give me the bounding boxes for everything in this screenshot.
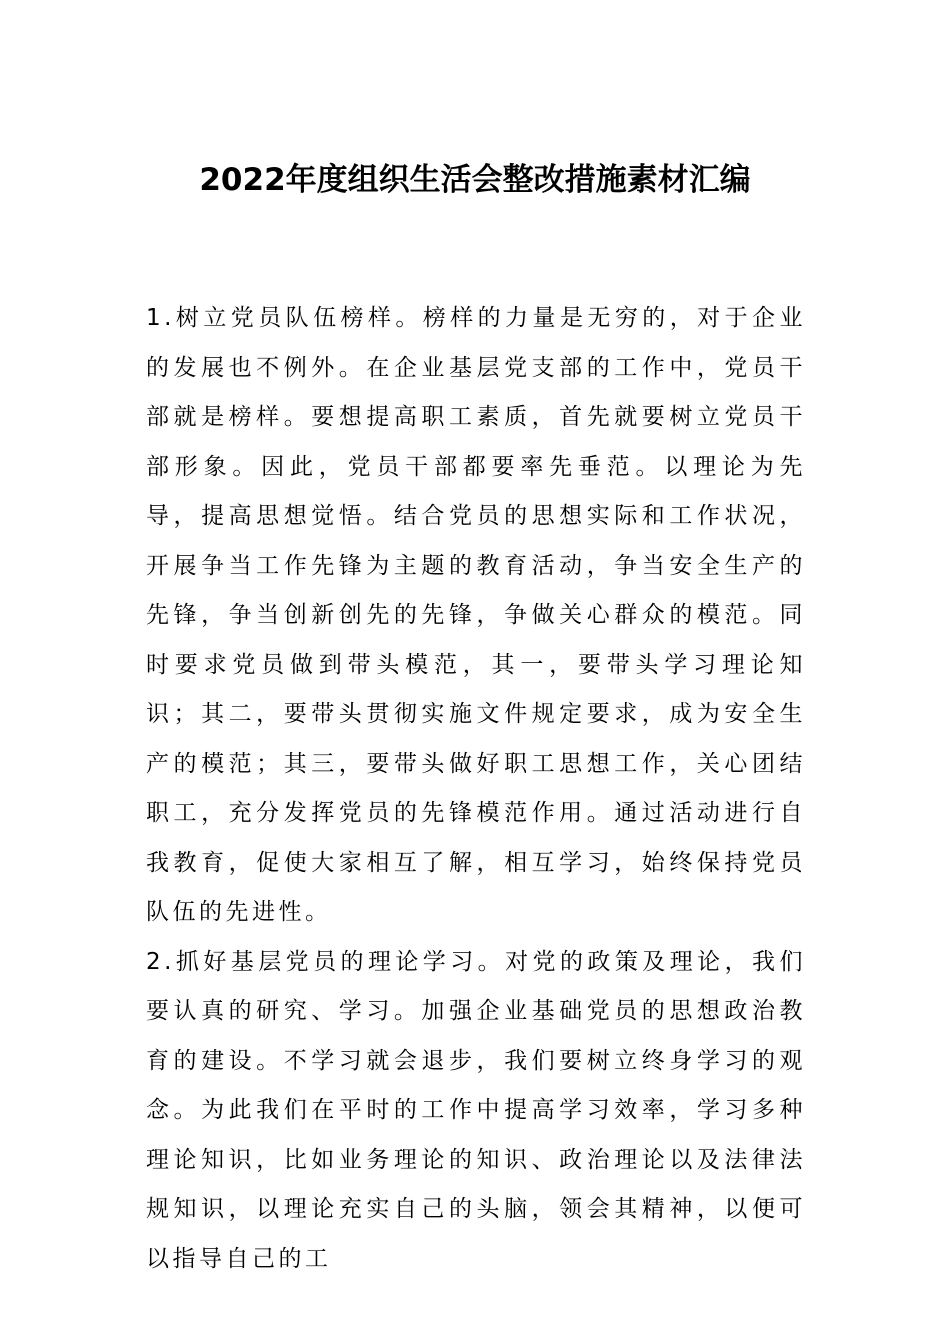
document-body bbox=[146, 294, 806, 1284]
document-title: 2022年度组织生活会整改措施素材汇编 bbox=[199, 162, 751, 198]
paragraph-1: 1.树立党员队伍榜样。榜样的力量是无穷的，对于企业的发展也不例外。在企业基层党支部的工作中，党员干部就是榜样。要想提高职工素质，首先就要树立党员干部形象。因此，党员干部都要率先垂范。以理论为先导，提高思想觉悟。结合党员的思想实际和工作状况，开展争当工作先锋为主题的教育活动，争当安全生产的先锋，争当创新创先的先锋，争做关心群众的模范。同时要求党员做到带头模范，其一，要带头学习理论知识；其二，要带头贯彻实施文件规定要求，成为安全生产的模范；其三，要带头做好职工思想工作，关心团结职工，充分发挥党员的先锋模范作用。通过活动进行自我教育，促使大家相互了解，相互学习，始终保持党员队伍的先进性。 bbox=[146, 305, 806, 925]
paragraph-2: 2.抓好基层党员的理论学习。对党的政策及理论，我们要认真的研究、学习。加强企业基础党员的思想政治教育的建设。不学习就会退步，我们要树立终身学习的观念。为此我们在平时的工作中提高学习效率，学习多种理论知识，比如业务理论的知识、政治理论以及法律法规知识，以理论充实自己的头脑，领会其精神，以便可以指导自己的工 bbox=[146, 948, 806, 1272]
